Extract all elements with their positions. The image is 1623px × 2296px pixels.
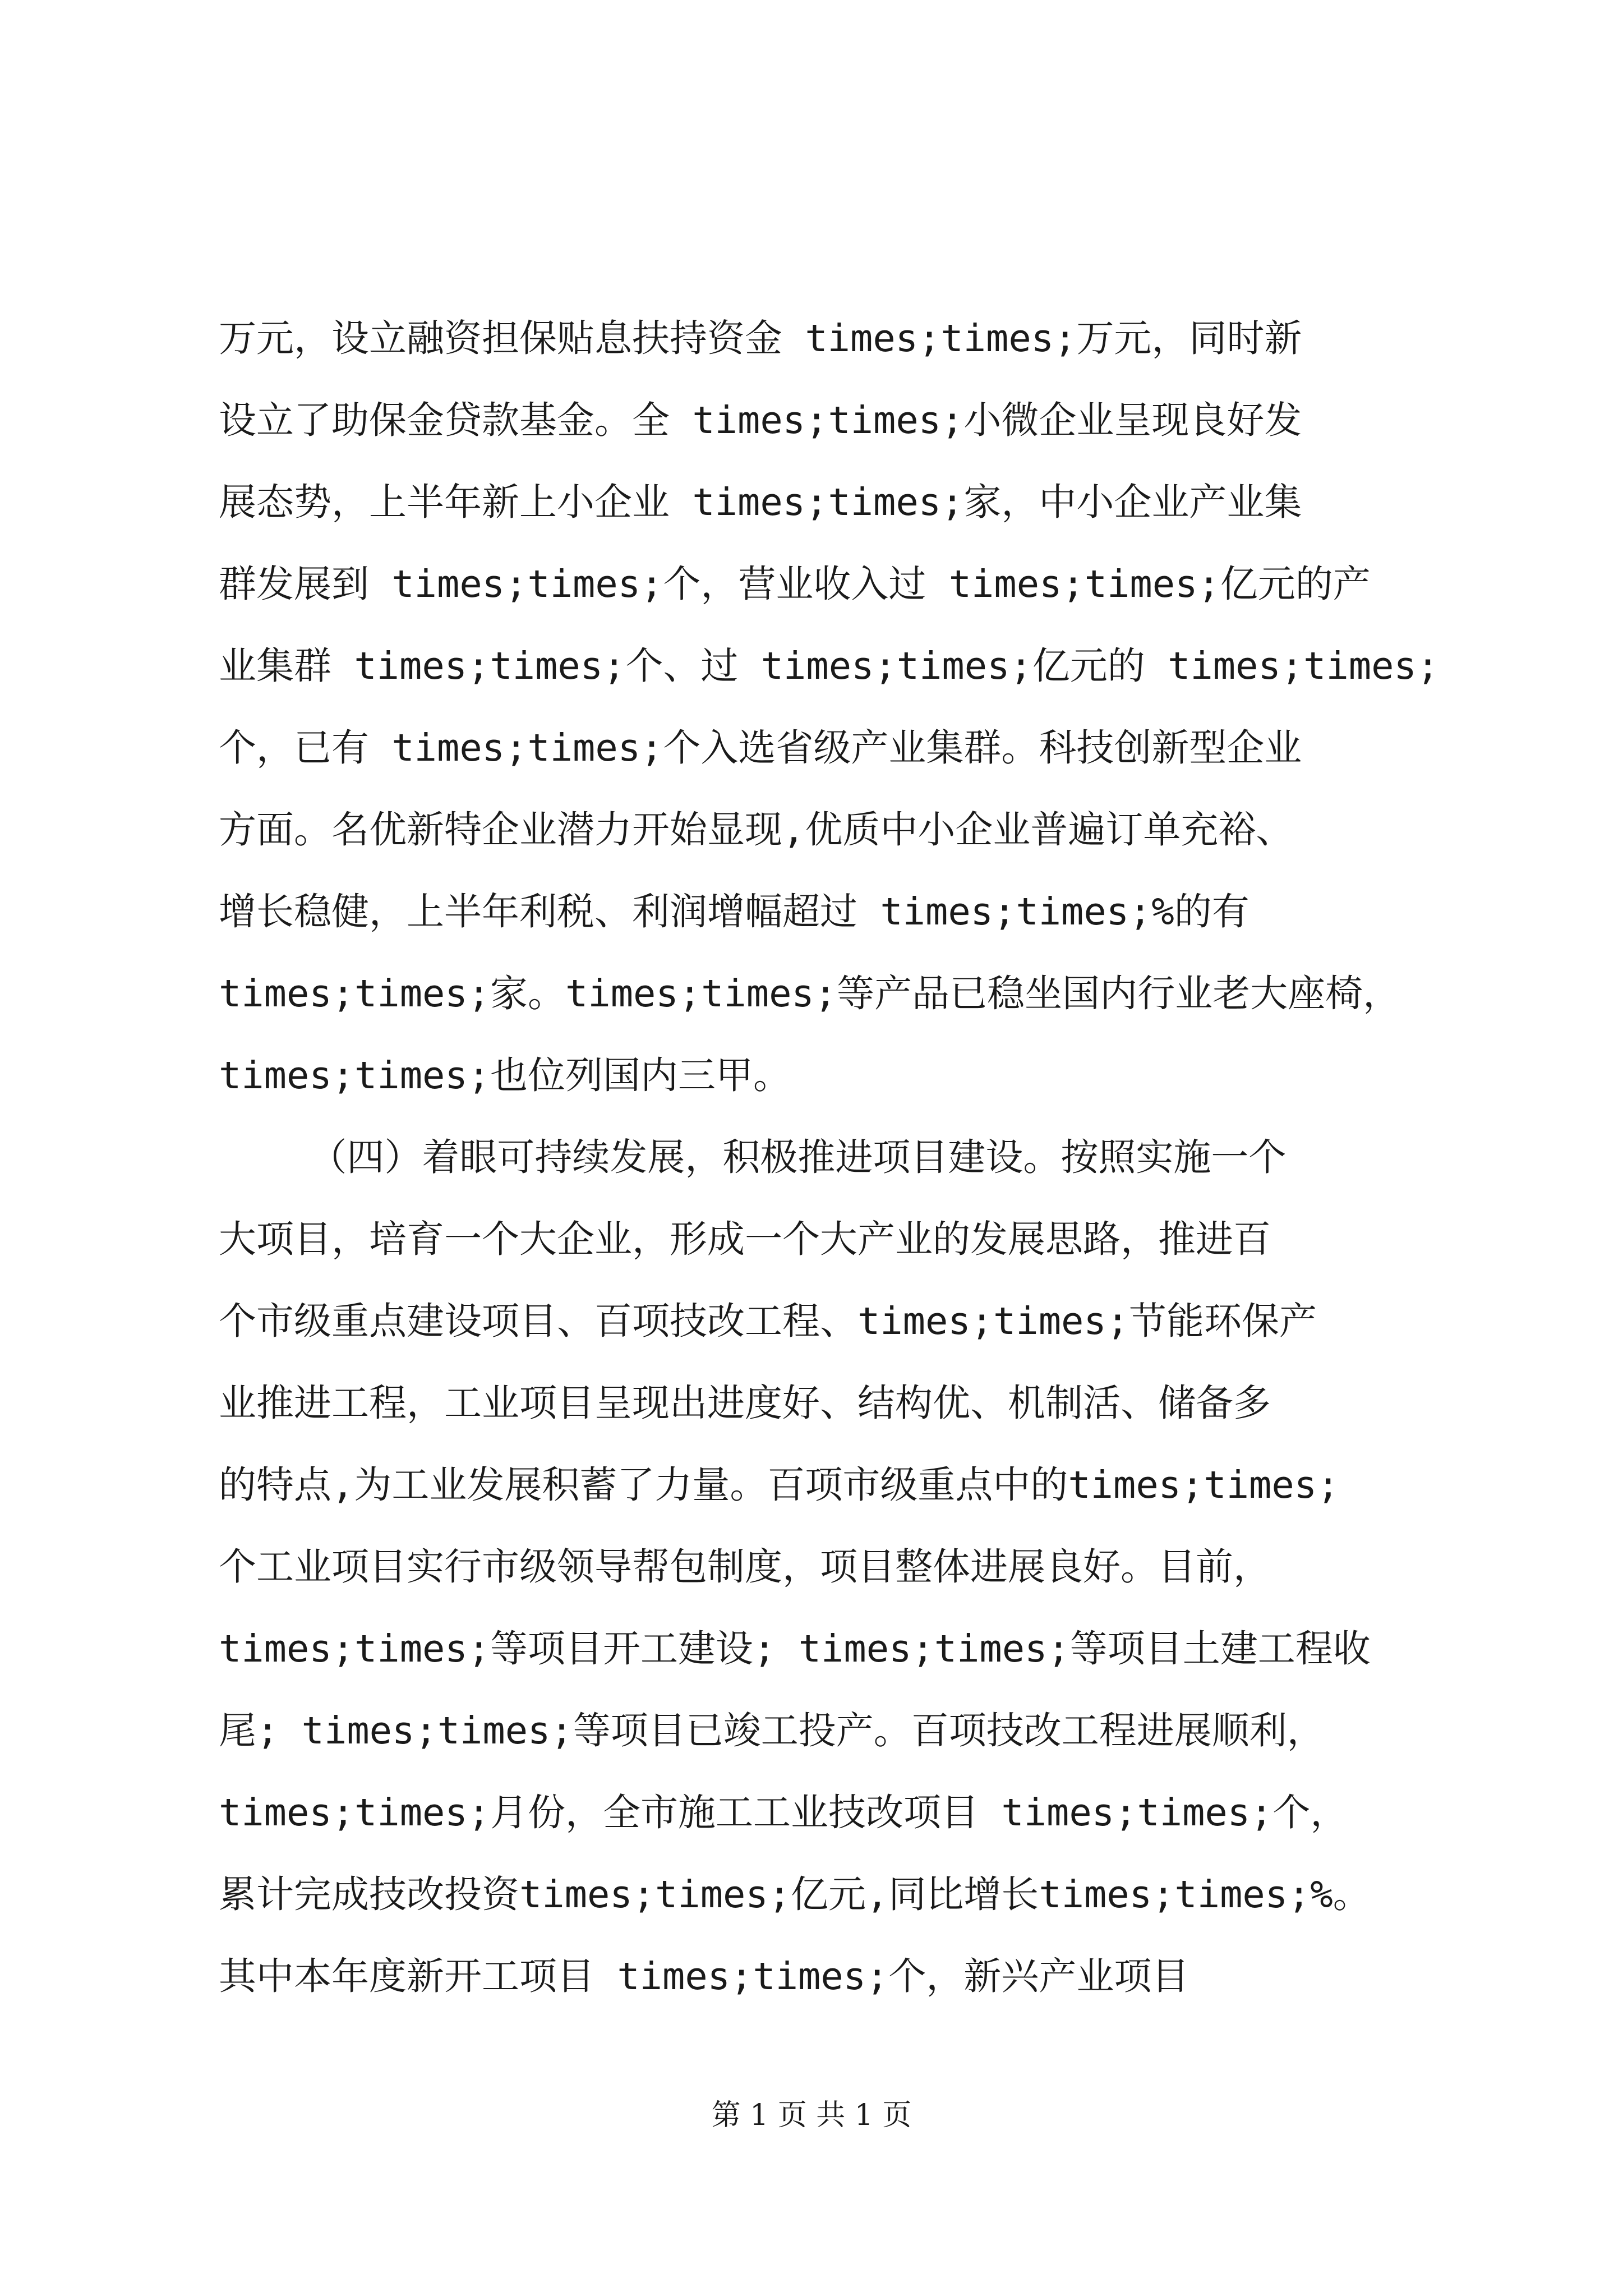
paragraph-start-line: （四）着眼可持续发展，积极推进项目建设。按照实施一个 bbox=[219, 1135, 1287, 1179]
text-line: 业集群 times;times;个、过 times;times;亿元的 times;times; bbox=[219, 644, 1440, 688]
text-line: 个市级重点建设项目、百项技改工程、times;times;节能环保产 bbox=[219, 1299, 1317, 1343]
text-line: 方面。名优新特企业潜力开始显现,优质中小企业普遍订单充裕、 bbox=[219, 808, 1294, 852]
text-line: 万元，设立融资担保贴息扶持资金 times;times;万元，同时新 bbox=[219, 316, 1302, 360]
text-line: 展态势，上半年新上小企业 times;times;家，中小企业产业集 bbox=[219, 480, 1302, 524]
document-body bbox=[219, 297, 1440, 2017]
text-line: 个工业项目实行市级领导帮包制度，项目整体进展良好。目前， bbox=[219, 1545, 1271, 1589]
text-line: times;times;等项目开工建设; times;times;等项目土建工程收 bbox=[219, 1627, 1371, 1671]
text-line: 的特点,为工业发展积蓄了力量。百项市级重点中的times;times; bbox=[219, 1463, 1340, 1507]
text-line: times;times;月份，全市施工工业技改项目 times;times;个， bbox=[219, 1791, 1348, 1834]
text-line: 群发展到 times;times;个，营业收入过 times;times;亿元的产 bbox=[219, 562, 1371, 606]
text-line: 累计完成技改投资times;times;亿元,同比增长times;times;%。 bbox=[219, 1872, 1371, 1916]
text-line: times;times;家。times;times;等产品已稳坐国内行业老大座椅， bbox=[219, 972, 1401, 1015]
page-number-footer: 第 1 页 共 1 页 bbox=[711, 2099, 912, 2132]
text-line: 增长稳健，上半年利税、利润增幅超过 times;times;%的有 bbox=[219, 890, 1249, 933]
text-line: 个，已有 times;times;个入选省级产业集群。科技创新型企业 bbox=[219, 726, 1302, 770]
text-line: 尾; times;times;等项目已竣工投产。百项技改工程进展顺利， bbox=[219, 1709, 1325, 1752]
text-line: 大项目，培育一个大企业，形成一个大产业的发展思路，推进百 bbox=[219, 1217, 1271, 1261]
text-line: 业推进工程，工业项目呈现出进度好、结构优、机制活、储备多 bbox=[219, 1381, 1271, 1425]
text-line: 其中本年度新开工项目 times;times;个，新兴产业项目 bbox=[219, 1954, 1189, 1998]
text-line: 设立了助保金贷款基金。全 times;times;小微企业呈现良好发 bbox=[219, 398, 1302, 442]
text-line: times;times;也位列国内三甲。 bbox=[219, 1053, 791, 1097]
